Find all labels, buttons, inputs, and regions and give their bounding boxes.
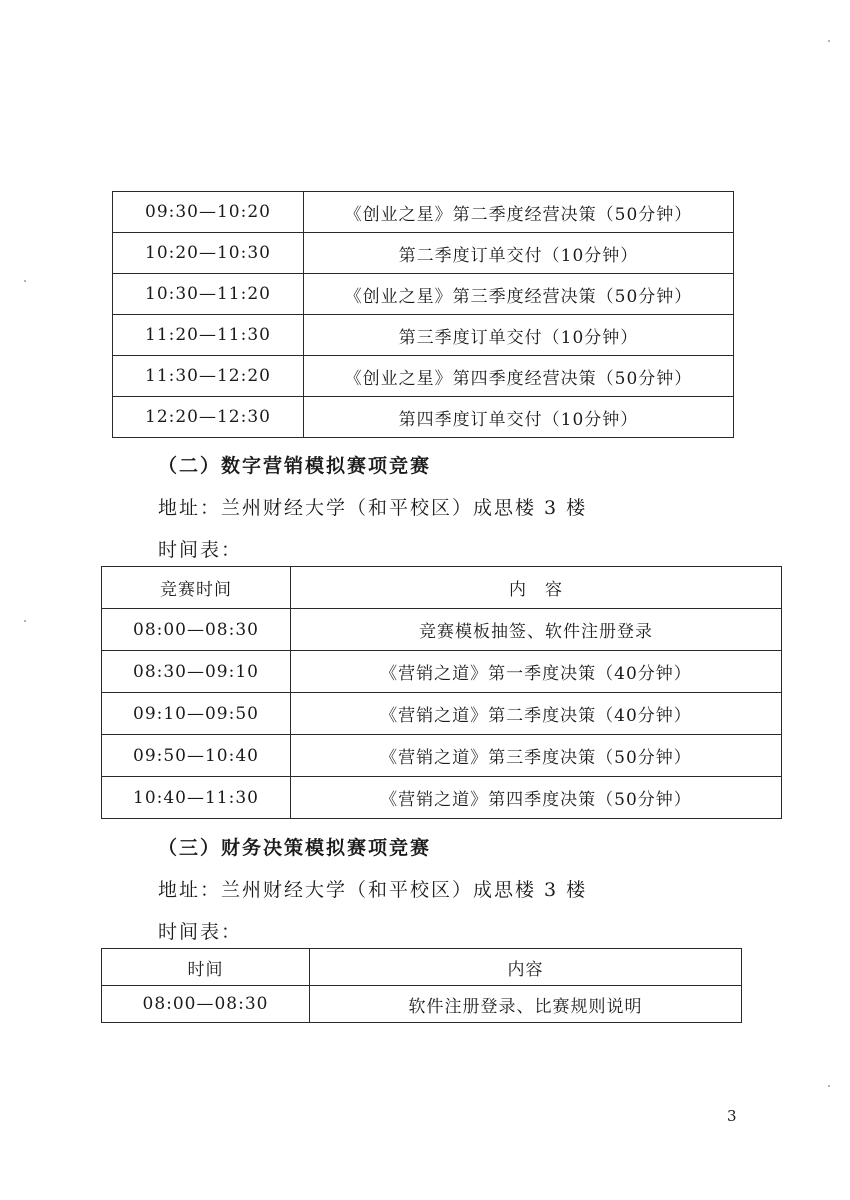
content-cell: 第四季度订单交付（10分钟） bbox=[304, 397, 734, 438]
time-cell: 11:20—11:30 bbox=[113, 315, 304, 356]
digital-marketing-schedule-table bbox=[101, 566, 782, 819]
header-time: 竞赛时间 bbox=[102, 567, 291, 609]
content-cell: 《创业之星》第二季度经营决策（50分钟） bbox=[304, 192, 734, 233]
content-cell: 《营销之道》第三季度决策（50分钟） bbox=[291, 735, 782, 777]
content-cell: 《营销之道》第四季度决策（50分钟） bbox=[291, 777, 782, 819]
schedule-table-continued bbox=[112, 191, 734, 438]
address-line: 地址：兰州财经大学（和平校区）成思楼 3 楼 bbox=[158, 497, 588, 519]
section-heading-digital-marketing: （二）数字营销模拟赛项竞赛 bbox=[158, 455, 432, 477]
page-number: 3 bbox=[727, 1107, 737, 1125]
content-cell: 《创业之星》第三季度经营决策（50分钟） bbox=[304, 274, 734, 315]
schedule-label: 时间表： bbox=[158, 539, 243, 561]
time-cell: 09:10—09:50 bbox=[102, 693, 291, 735]
table-row bbox=[113, 356, 734, 397]
time-cell: 12:20—12:30 bbox=[113, 397, 304, 438]
content-cell: 竞赛模板抽签、软件注册登录 bbox=[291, 609, 782, 651]
table-row bbox=[113, 233, 734, 274]
schedule-label: 时间表： bbox=[158, 921, 243, 943]
address-line: 地址：兰州财经大学（和平校区）成思楼 3 楼 bbox=[158, 879, 588, 901]
time-cell: 10:20—10:30 bbox=[113, 233, 304, 274]
table-row bbox=[102, 651, 782, 693]
content-cell: 软件注册登录、比赛规则说明 bbox=[310, 986, 742, 1023]
content-cell: 第三季度订单交付（10分钟） bbox=[304, 315, 734, 356]
table-row bbox=[113, 315, 734, 356]
content-cell: 《创业之星》第四季度经营决策（50分钟） bbox=[304, 356, 734, 397]
time-cell: 08:00—08:30 bbox=[102, 609, 291, 651]
table-header-row bbox=[102, 949, 742, 986]
time-cell: 10:30—11:20 bbox=[113, 274, 304, 315]
table-row bbox=[102, 986, 742, 1023]
scan-mark bbox=[24, 280, 26, 282]
table-header-row bbox=[102, 567, 782, 609]
table-row bbox=[113, 274, 734, 315]
time-cell: 08:00—08:30 bbox=[102, 986, 310, 1023]
table-row bbox=[113, 397, 734, 438]
table-row bbox=[102, 693, 782, 735]
scan-mark bbox=[24, 620, 26, 622]
scan-mark bbox=[828, 40, 830, 42]
time-cell: 09:30—10:20 bbox=[113, 192, 304, 233]
financial-decision-schedule-table bbox=[101, 948, 742, 1023]
content-cell: 第二季度订单交付（10分钟） bbox=[304, 233, 734, 274]
header-time: 时间 bbox=[102, 949, 310, 986]
header-content: 内容 bbox=[310, 949, 742, 986]
scan-mark bbox=[828, 1085, 830, 1087]
table-row bbox=[102, 777, 782, 819]
table-row bbox=[113, 192, 734, 233]
time-cell: 10:40—11:30 bbox=[102, 777, 291, 819]
time-cell: 09:50—10:40 bbox=[102, 735, 291, 777]
header-content: 内 容 bbox=[291, 567, 782, 609]
section-heading-financial-decision: （三）财务决策模拟赛项竞赛 bbox=[158, 837, 432, 859]
content-cell: 《营销之道》第一季度决策（40分钟） bbox=[291, 651, 782, 693]
table-row bbox=[102, 609, 782, 651]
time-cell: 11:30—12:20 bbox=[113, 356, 304, 397]
time-cell: 08:30—09:10 bbox=[102, 651, 291, 693]
table-row bbox=[102, 735, 782, 777]
content-cell: 《营销之道》第二季度决策（40分钟） bbox=[291, 693, 782, 735]
